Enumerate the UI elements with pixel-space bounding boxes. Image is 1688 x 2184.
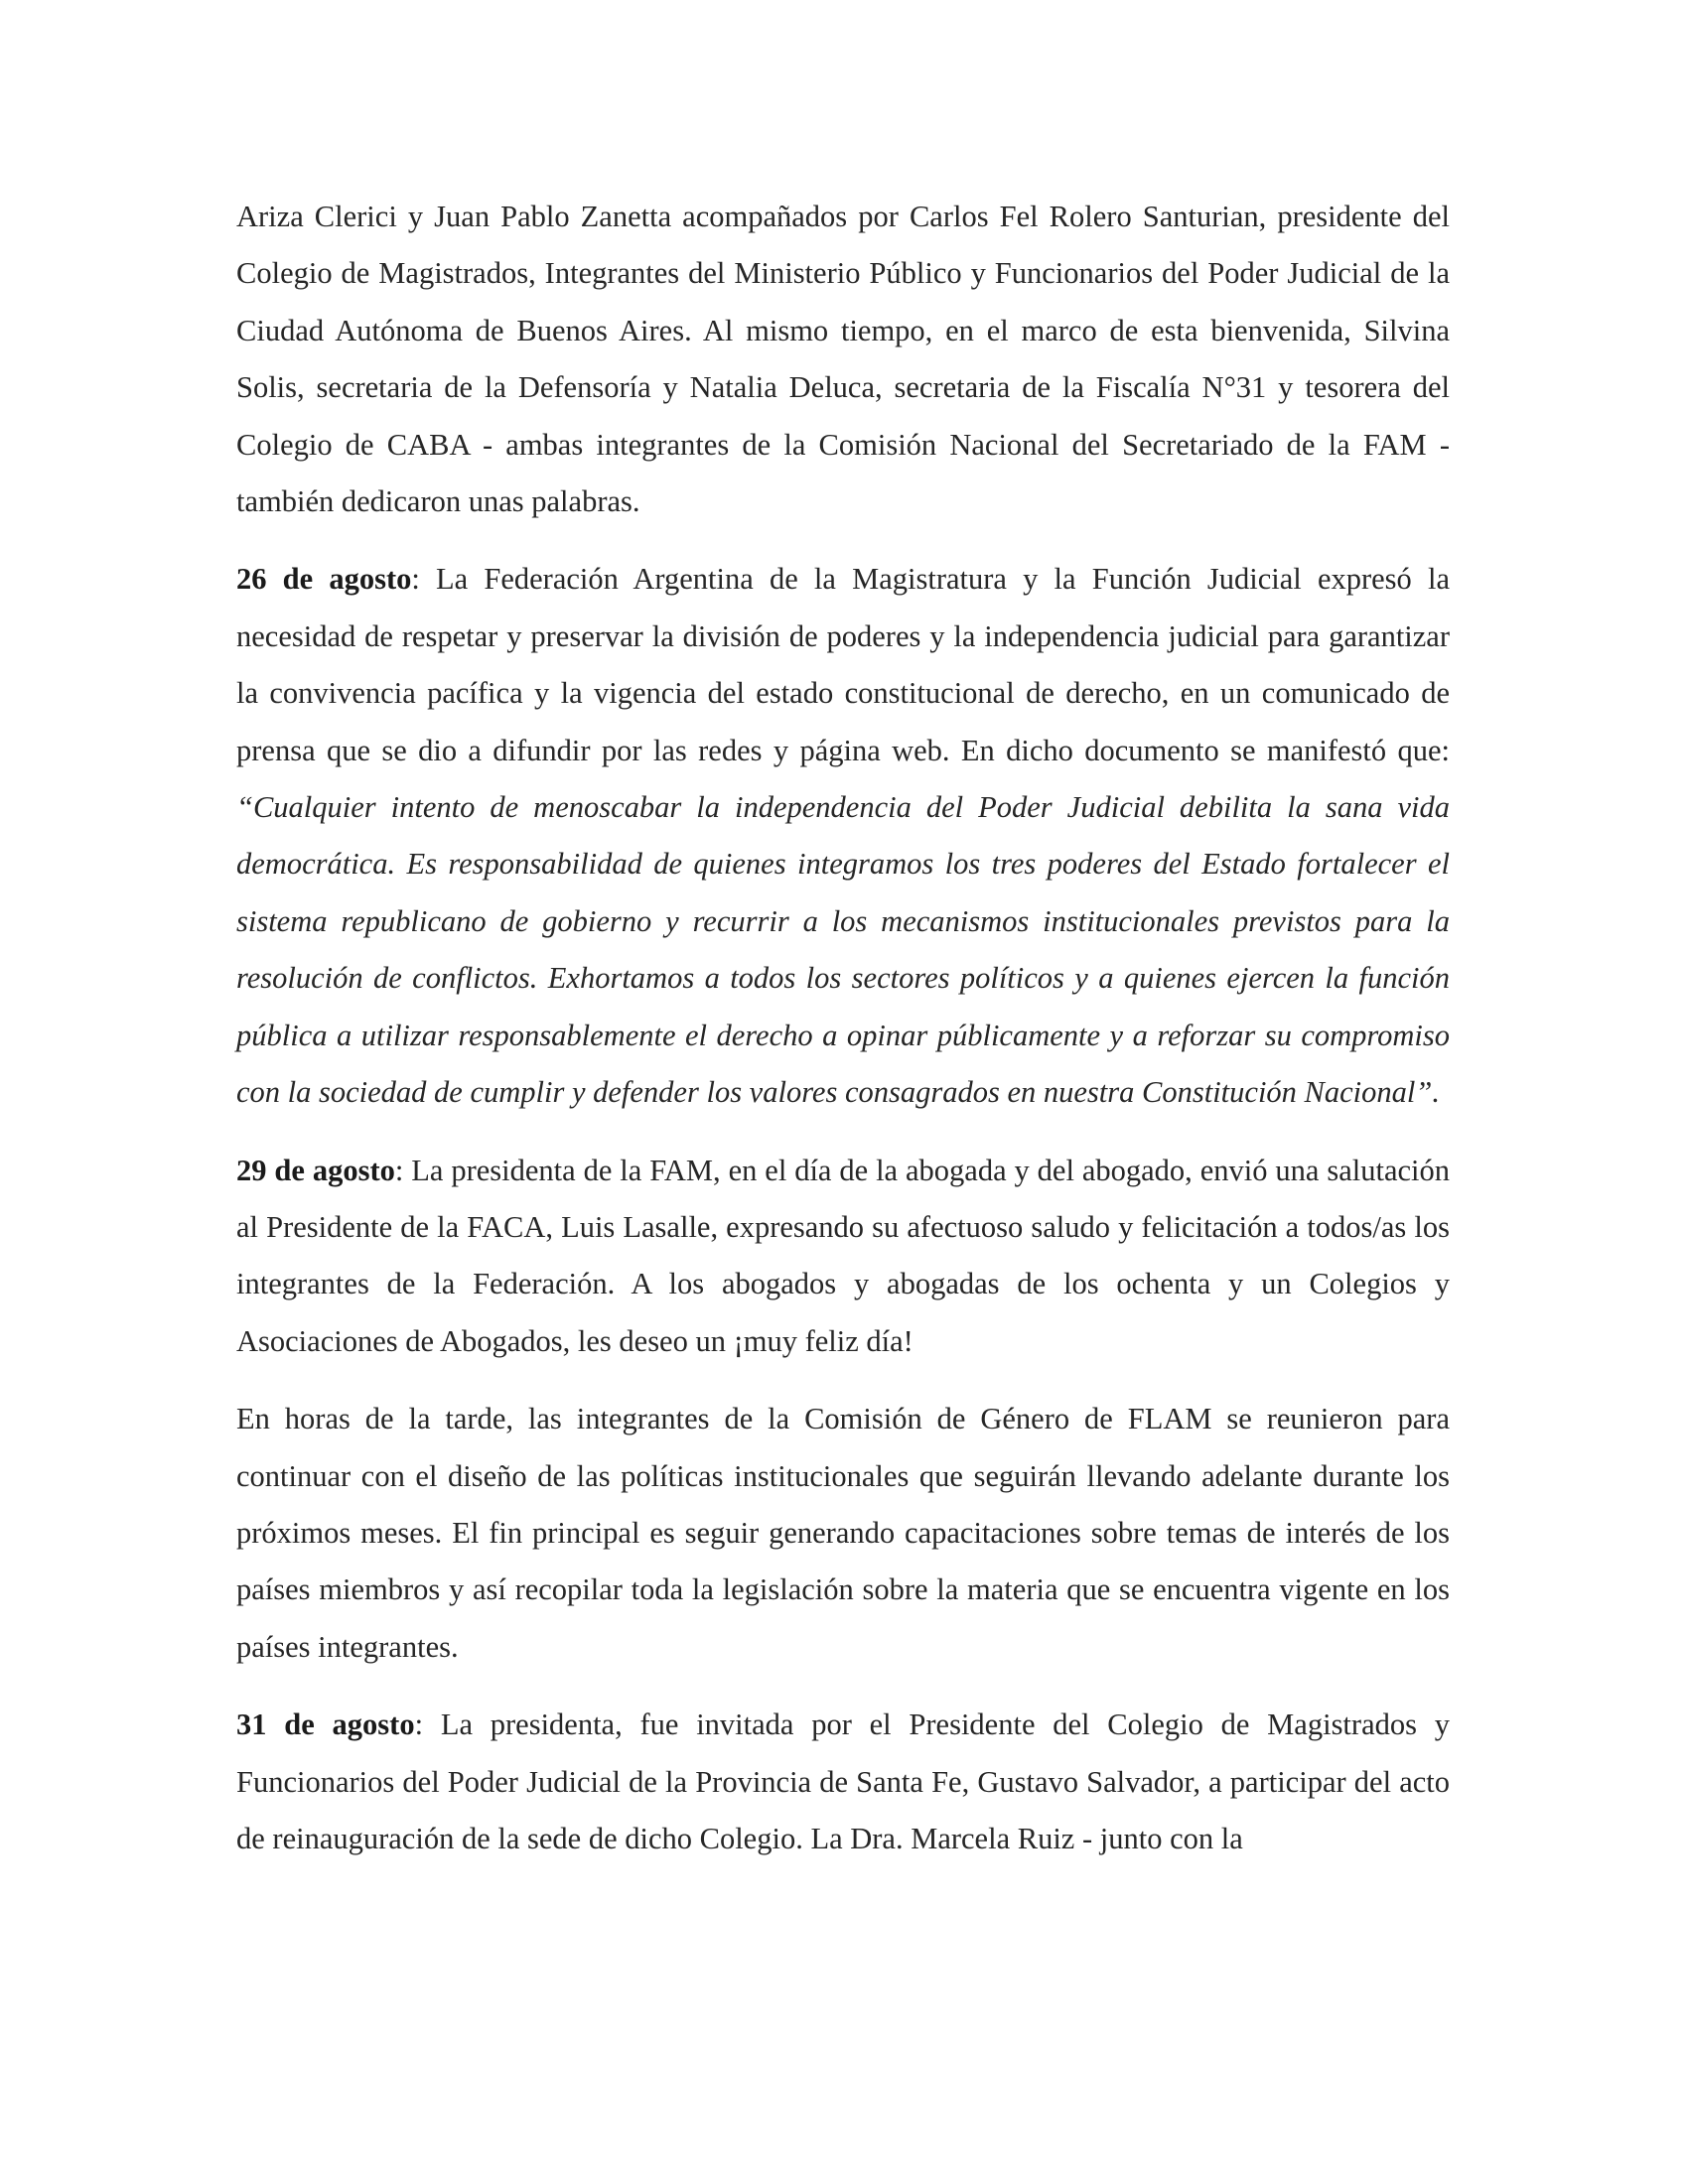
press-release-quote: “Cualquier intento de menoscabar la independencia del Poder Judicial debilita la sana vida democrática. Es responsabilidad de quienes integramos los tres poderes del Estado fortalecer el sistema republicano de gobierno y recurrir a los mecanismos institucionales previstos para la resolución de conflictos. Exhortamos a todos los sectores políticos y a quienes ejercen la función pública a utilizar responsablemente el derecho a opinar públicamente y a reforzar su compromiso con la sociedad de cumplir y defender los valores consagrados en nuestra Constitución Nacional”.: [236, 790, 1450, 1110]
paragraph-text: En horas de la tarde, las integrantes de la Comisión de Género de FLAM se reunieron para continuar con el diseño de las políticas institucionales que seguirán llevando adelante durante los próximos meses. El fin principal es seguir generando capacitaciones sobre temas de interés de los países miembros y así recopilar toda la legislación sobre la materia que se encuentra vigente en los países integrantes.: [236, 1402, 1450, 1664]
paragraph-29-agosto: [236, 1143, 1450, 1371]
paragraph-colegio-caba: [236, 189, 1450, 530]
paragraph-text: Ariza Clerici y Juan Pablo Zanetta acompañados por Carlos Fel Rolero Santurian, presidente del Colegio de Magistrados, Integrantes del Ministerio Público y Funcionarios del Poder Judicial de la Ciudad Autónoma de Buenos Aires. Al mismo tiempo, en el marco de esta bienvenida, Silvina Solis, secretaria de la Defensoría y Natalia Deluca, secretaria de la Fiscalía N°31 y tesorera del Colegio de CABA - ambas integrantes de la Comisión Nacional del Secretariado de la FAM - también dedicaron unas palabras.: [236, 200, 1450, 519]
paragraph-text: : La presidenta de la FAM, en el día de la abogada y del abogado, envió una salutación al Presidente de la FACA, Luis Lasalle, expresando su afectuoso saludo y felicitación a todos/as los integrantes de la Federación. A los abogados y abogadas de los ochenta y un Colegios y Asociaciones de Abogados, les deseo un ¡muy feliz día!: [236, 1153, 1450, 1358]
paragraph-text: : La presidenta, fue invitada por el Presidente del Colegio de Magistrados y Funcionarios del Poder Judicial de la Provincia de Santa Fe, Gustavo Salvador, a participar del acto de reinauguración de la sede de dicho Colegio. La Dra. Marcela Ruiz - junto con la: [236, 1707, 1450, 1855]
date-heading: 31 de agosto: [236, 1707, 415, 1742]
paragraph-text: : La Federación Argentina de la Magistratura y la Función Judicial expresó la necesidad de respetar y preservar la división de poderes y la independencia judicial para garantizar la convivencia pacífica y la vigencia del estado constitucional de derecho, en un comunicado de prensa que se dio a difundir por las redes y página web. En dicho documento se manifestó que:: [236, 562, 1450, 767]
date-heading: 29 de agosto: [236, 1153, 395, 1187]
paragraph-26-agosto: [236, 551, 1450, 1121]
paragraph-comision-genero: [236, 1391, 1450, 1676]
paragraph-31-agosto: [236, 1697, 1450, 1867]
document-page: [236, 189, 1450, 1888]
date-heading: 26 de agosto: [236, 562, 412, 597]
